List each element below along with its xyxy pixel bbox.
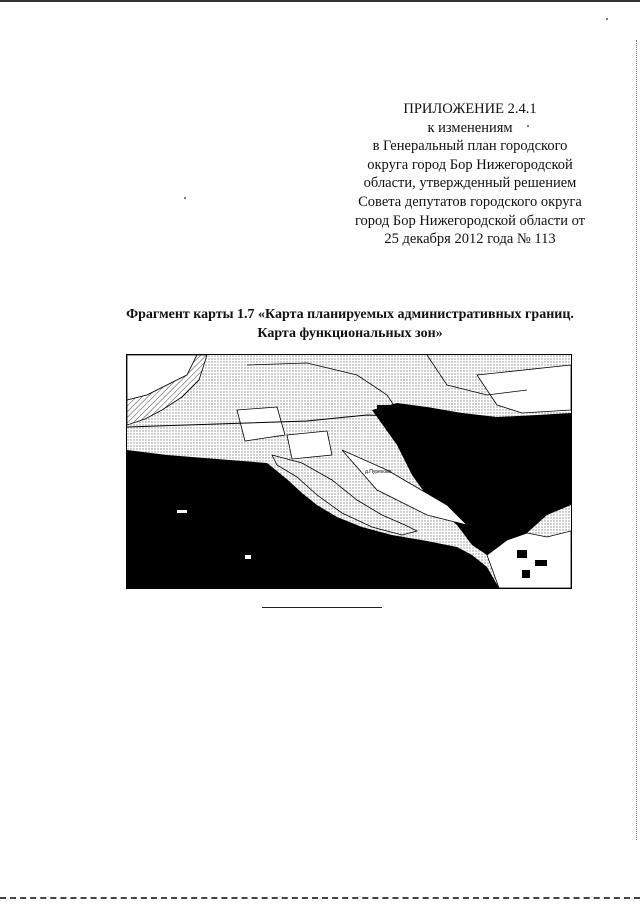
map-plot [237,407,285,441]
appendix-line: к изменениям [427,119,513,136]
map-place-label: д.Пурехово [365,469,392,475]
appendix-line: округа город Бор Нижегородской [367,156,573,173]
appendix-heading [320,100,620,249]
appendix-line: области, утвержденный решением [363,175,577,192]
appendix-line: в Генеральный план городского [372,138,568,155]
appendix-line: ПРИЛОЖЕНИЕ 2.4.1 [403,101,537,117]
scan-bottom-edge [0,897,640,899]
map-plot [287,431,332,459]
scan-speck [184,197,186,199]
map-fragment [126,354,572,589]
map-building [377,405,391,413]
map-image [127,355,571,588]
scan-right-edge [636,40,637,840]
map-label-mark [245,555,251,559]
scan-speck [606,18,608,20]
map-building [535,560,547,566]
divider-line [262,607,382,608]
scan-top-edge [0,0,640,2]
appendix-line: город Бор Нижегородской области от [354,212,586,229]
map-caption [60,305,640,343]
map-caption-line-2: Карта функциональных зон» [257,326,443,341]
map-label-mark [177,510,187,513]
map-building [517,550,527,558]
map-building [522,570,530,578]
map-caption-line-1: Фрагмент карты 1.7 «Карта планируемых административных границ. [126,307,574,322]
appendix-line: 25 декабря 2012 года № 113 [384,231,556,248]
appendix-line: Совета депутатов городского округа [358,193,582,210]
